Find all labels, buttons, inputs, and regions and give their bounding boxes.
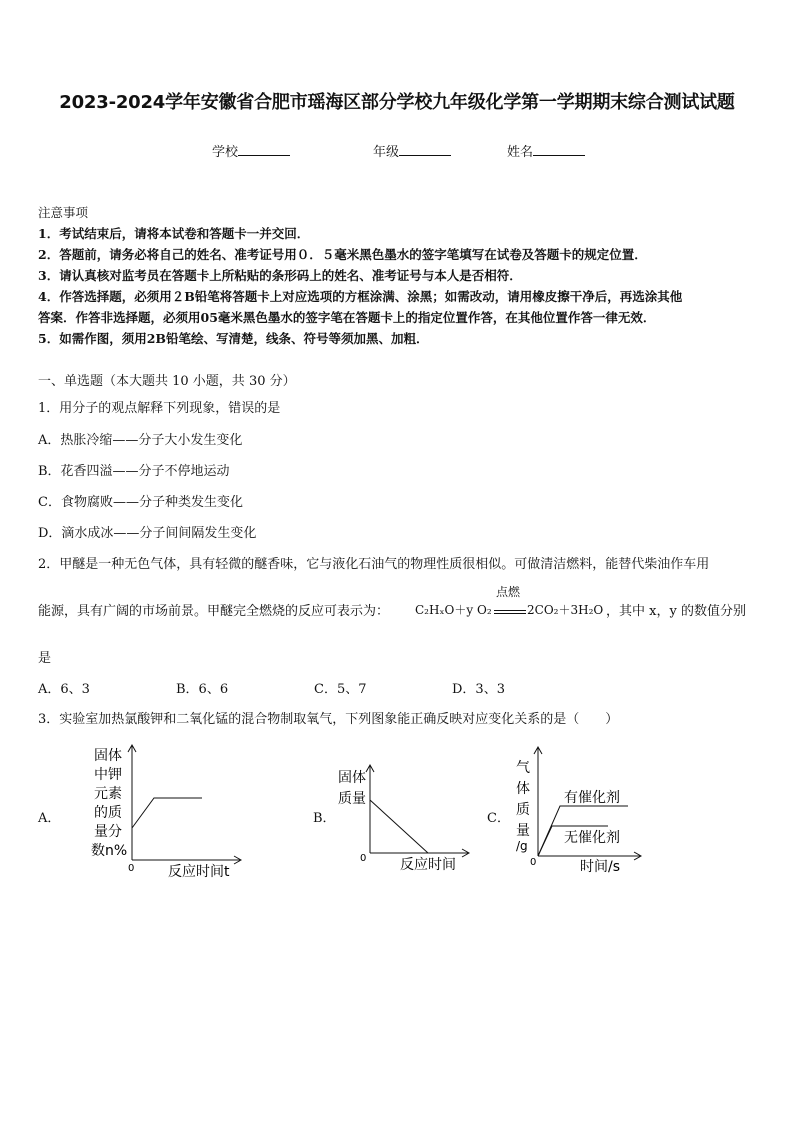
- q3-graph-a-label: A．: [38, 811, 61, 826]
- school-blank[interactable]: [238, 143, 290, 156]
- ylabel-line: 固体: [94, 748, 122, 764]
- origin-label: 0: [530, 857, 537, 868]
- q2-option-b: B．6、6: [176, 682, 229, 697]
- graph-a-curve: [132, 798, 202, 828]
- ylabel-line: 体: [516, 781, 530, 797]
- q2-option-d: D．3、3: [452, 682, 505, 697]
- name-field: [507, 141, 585, 160]
- note-item: 4．作答选择题，必须用２B铅笔将答题卡上对应选项的方框涂满、涂黑；如需改动，请用橡皮擦干净后，再选涂其他: [38, 289, 683, 304]
- name-label: 姓名: [507, 145, 534, 160]
- graph-b-curve: [370, 800, 428, 853]
- xlabel: 反应时间t: [168, 864, 230, 880]
- name-blank[interactable]: [533, 143, 585, 156]
- q1-option-a: A．热胀冷缩——分子大小发生变化: [38, 433, 243, 448]
- q1-option-d: D．滴水成冰——分子间间隔发生变化: [38, 526, 257, 541]
- ylabel-line: 固体: [338, 770, 366, 786]
- q2-reactants: C₂HₓO＋y O₂: [415, 603, 492, 617]
- grade-label: 年级: [373, 145, 400, 160]
- q3-graph-c-label: C．: [487, 811, 510, 826]
- origin-label: 0: [128, 863, 135, 874]
- q1-stem: 1．用分子的观点解释下列现象，错误的是: [38, 401, 281, 416]
- q3-stem: 3．实验室加热氯酸钾和二氧化锰的混合物制取氧气，下列图象能正确反映对应变化关系的是（ ）: [38, 712, 619, 727]
- q2-option-c: C．5、7: [314, 682, 367, 697]
- ylabel-line: 质: [516, 802, 530, 818]
- ylabel-line: /g: [516, 839, 528, 853]
- q2-option-a: A．6、3: [38, 682, 90, 697]
- school-label: 学校: [212, 145, 239, 160]
- ylabel-line: 的质: [94, 805, 122, 821]
- q2-condition: 点燃: [496, 585, 521, 599]
- ylabel-line: 中钾: [94, 767, 122, 783]
- note-item: 3．请认真核对监考员在答题卡上所粘贴的条形码上的姓名、准考证号与本人是否相符．: [38, 268, 522, 283]
- grade-field: [373, 141, 451, 160]
- ylabel-line: 数n%: [91, 843, 128, 859]
- notes-heading: 注意事项: [38, 205, 89, 220]
- q2-line1: 2．甲醚是一种无色气体，具有轻微的醚香味，它与液化石油气的物理性质很相似。可做清洁燃料，能替代柴油作车用: [38, 557, 710, 572]
- q1-option-b: B．花香四溢——分子不停地运动: [38, 464, 230, 479]
- q3-graph-c: [508, 742, 658, 877]
- ylabel-line: 量分: [94, 824, 122, 840]
- school-field: [212, 141, 290, 160]
- q2-equals-top: [494, 610, 526, 611]
- q3-graph-b: [330, 760, 480, 875]
- q3-graph-a: [84, 742, 254, 882]
- q2-line2-start: 能源，具有广阔的市场前景。甲醚完全燃烧的反应可表示为：: [38, 604, 390, 619]
- q2-equals-bottom: [494, 613, 526, 614]
- origin-label: 0: [360, 853, 367, 864]
- note-item: 2．答题前，请务必将自己的姓名、准考证号用０．５毫米黑色墨水的签字笔填写在试卷及答题卡的规定位置．: [38, 247, 647, 262]
- ylabel-line: 元素: [94, 786, 122, 802]
- q3-graph-b-label: B．: [313, 811, 336, 826]
- section-heading: 一、单选题（本大题共 10 小题，共 30 分）: [38, 374, 296, 389]
- q2-line2-end: ，其中 x，y 的数值分别: [606, 604, 746, 619]
- q2-line3: 是: [38, 651, 52, 666]
- note-item: 答案．作答非选择题，必须用05毫米黑色墨水的签字笔在答题卡上的指定位置作答，在其他位置作答一律无效．: [38, 310, 656, 325]
- ylabel-line: 质量: [338, 791, 366, 807]
- note-item: 5．如需作图，须用2B铅笔绘、写清楚，线条、符号等须加黑、加粗．: [38, 331, 429, 346]
- xlabel: 时间/s: [580, 859, 621, 875]
- q2-products: 2CO₂＋3H₂O: [527, 603, 604, 617]
- q1-option-c: C．食物腐败——分子种类发生变化: [38, 495, 243, 510]
- ylabel-line: 气: [516, 760, 530, 776]
- xlabel: 反应时间: [400, 857, 456, 873]
- page-title: 2023-2024学年安徽省合肥市瑶海区部分学校九年级化学第一学期期末综合测试试题: [59, 92, 735, 113]
- curve-label-with-catalyst: 有催化剂: [564, 790, 620, 806]
- ylabel-line: 量: [516, 823, 530, 839]
- grade-blank[interactable]: [399, 143, 451, 156]
- curve-label-without-catalyst: 无催化剂: [564, 830, 620, 846]
- note-item: 1．考试结束后，请将本试卷和答题卡一并交回．: [38, 226, 310, 241]
